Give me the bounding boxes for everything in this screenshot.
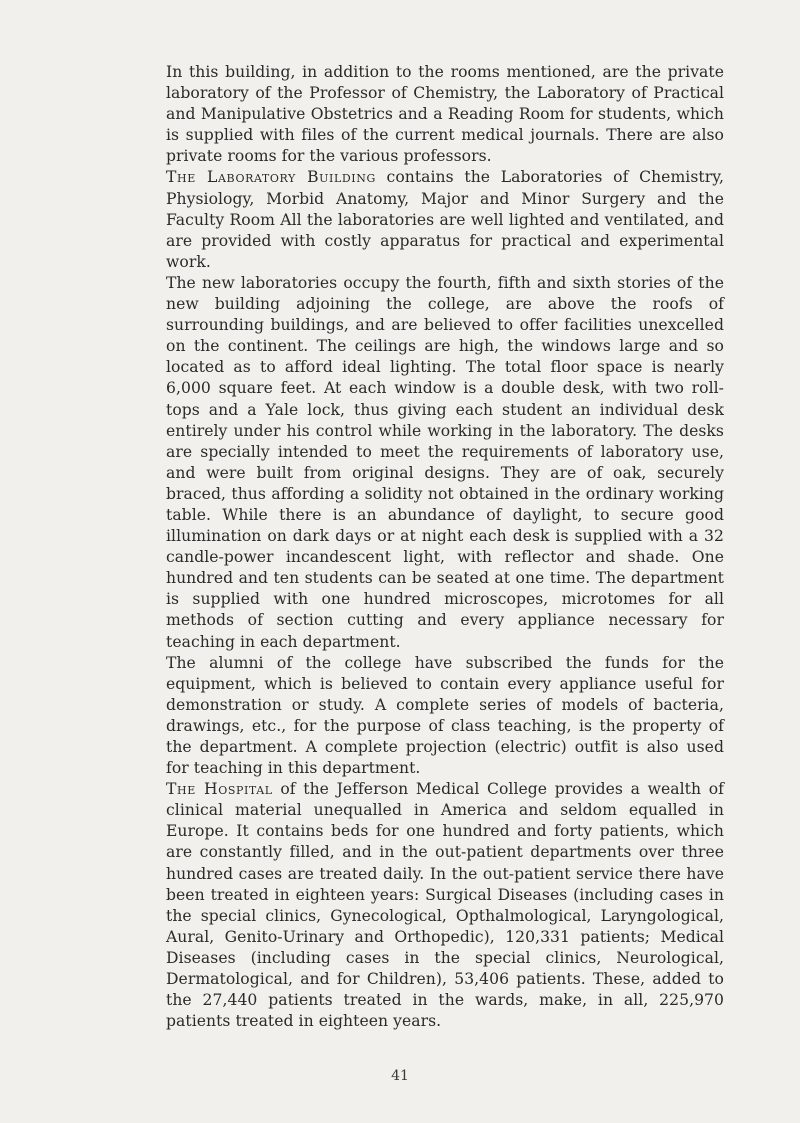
- paragraph-text: contains the Laboratories of Chemistry, Physiology, Morbid Anatomy, Major and Minor Surgery and the Faculty Room All the laboratories are well lighted and ventilated, and are provided with costly apparatus for practical and experimental work.: [166, 168, 724, 271]
- paragraph-hospital: [166, 779, 724, 1032]
- paragraph-alumni-equipment: [166, 653, 724, 780]
- paragraph-lead: The Hospital: [166, 780, 273, 799]
- paragraph-text: The alumni of the college have subscribed the funds for the equipment, which is believed to contain every appliance useful for demonstration or study. A complete series of models of bacteria, drawings, etc., for the purpose of class teaching, is the property of the department. A complete projection (electric) outfit is also used for teaching in this department.: [166, 653, 724, 778]
- paragraph-text: In this building, in addition to the rooms mentioned, are the private laboratory of the Professor of Chemistry, the Laboratory of Practical and Manipulative Obstetrics and a Reading Room for students, which is supplied with files of the current medical journals. There are also private rooms for the various professors.: [166, 63, 724, 166]
- paragraph-lead: The Laboratory Building: [166, 168, 376, 187]
- page-number: 41: [391, 1068, 409, 1084]
- document-page: [166, 62, 724, 1032]
- paragraph-building-rooms: [166, 62, 724, 167]
- paragraph-text: The new laboratories occupy the fourth, fifth and sixth stories of the new building adjoining the college, are above the roofs of surrounding buildings, and are believed to offer facilities unexcelled on the continent. The ceilings are high, the windows large and so located as to afford ideal lighting. The total floor space is nearly 6,000 square feet. At each window is a double desk, with two roll-tops and a Yale lock, thus giving each student an individual desk entirely under his control while working in the laboratory. The desks are specially intended to meet the requirements of laboratory use, and were built from original designs. They are of oak, securely braced, thus affording a solidity not obtained in the ordinary working table. While there is an abundance of daylight, to secure good illumination on dark days or at night each desk is supplied with a 32 candle-power incandescent light, with reflector and shade. One hundred and ten students can be seated at one time. The department is supplied with one hundred microscopes, microtomes for all methods of section cutting and every appliance necessary for teaching in each department.: [166, 273, 724, 651]
- paragraph-text: of the Jefferson Medical College provides a wealth of clinical material unequalled in America and seldom equalled in Europe. It contains beds for one hundred and forty patients, which are constantly filled, and in the out-patient departments over three hundred cases are treated daily. In the out-patient service there have been treated in eighteen years: Surgical Diseases (including cases in the special clinics, Gynecological, Opthalmological, Laryngological, Aural, Genito-Urinary and Orthopedic), 120,331 patients; Medical Diseases (including cases in the special clinics, Neurological, Dermatological, and for Children), 53,406 patients. These, added to the 27,440 patients treated in the wards, make, in all, 225,970 patients treated in eighteen years.: [166, 780, 724, 1031]
- paragraph-new-laboratories: [166, 273, 724, 653]
- paragraph-laboratory-building: [166, 167, 724, 272]
